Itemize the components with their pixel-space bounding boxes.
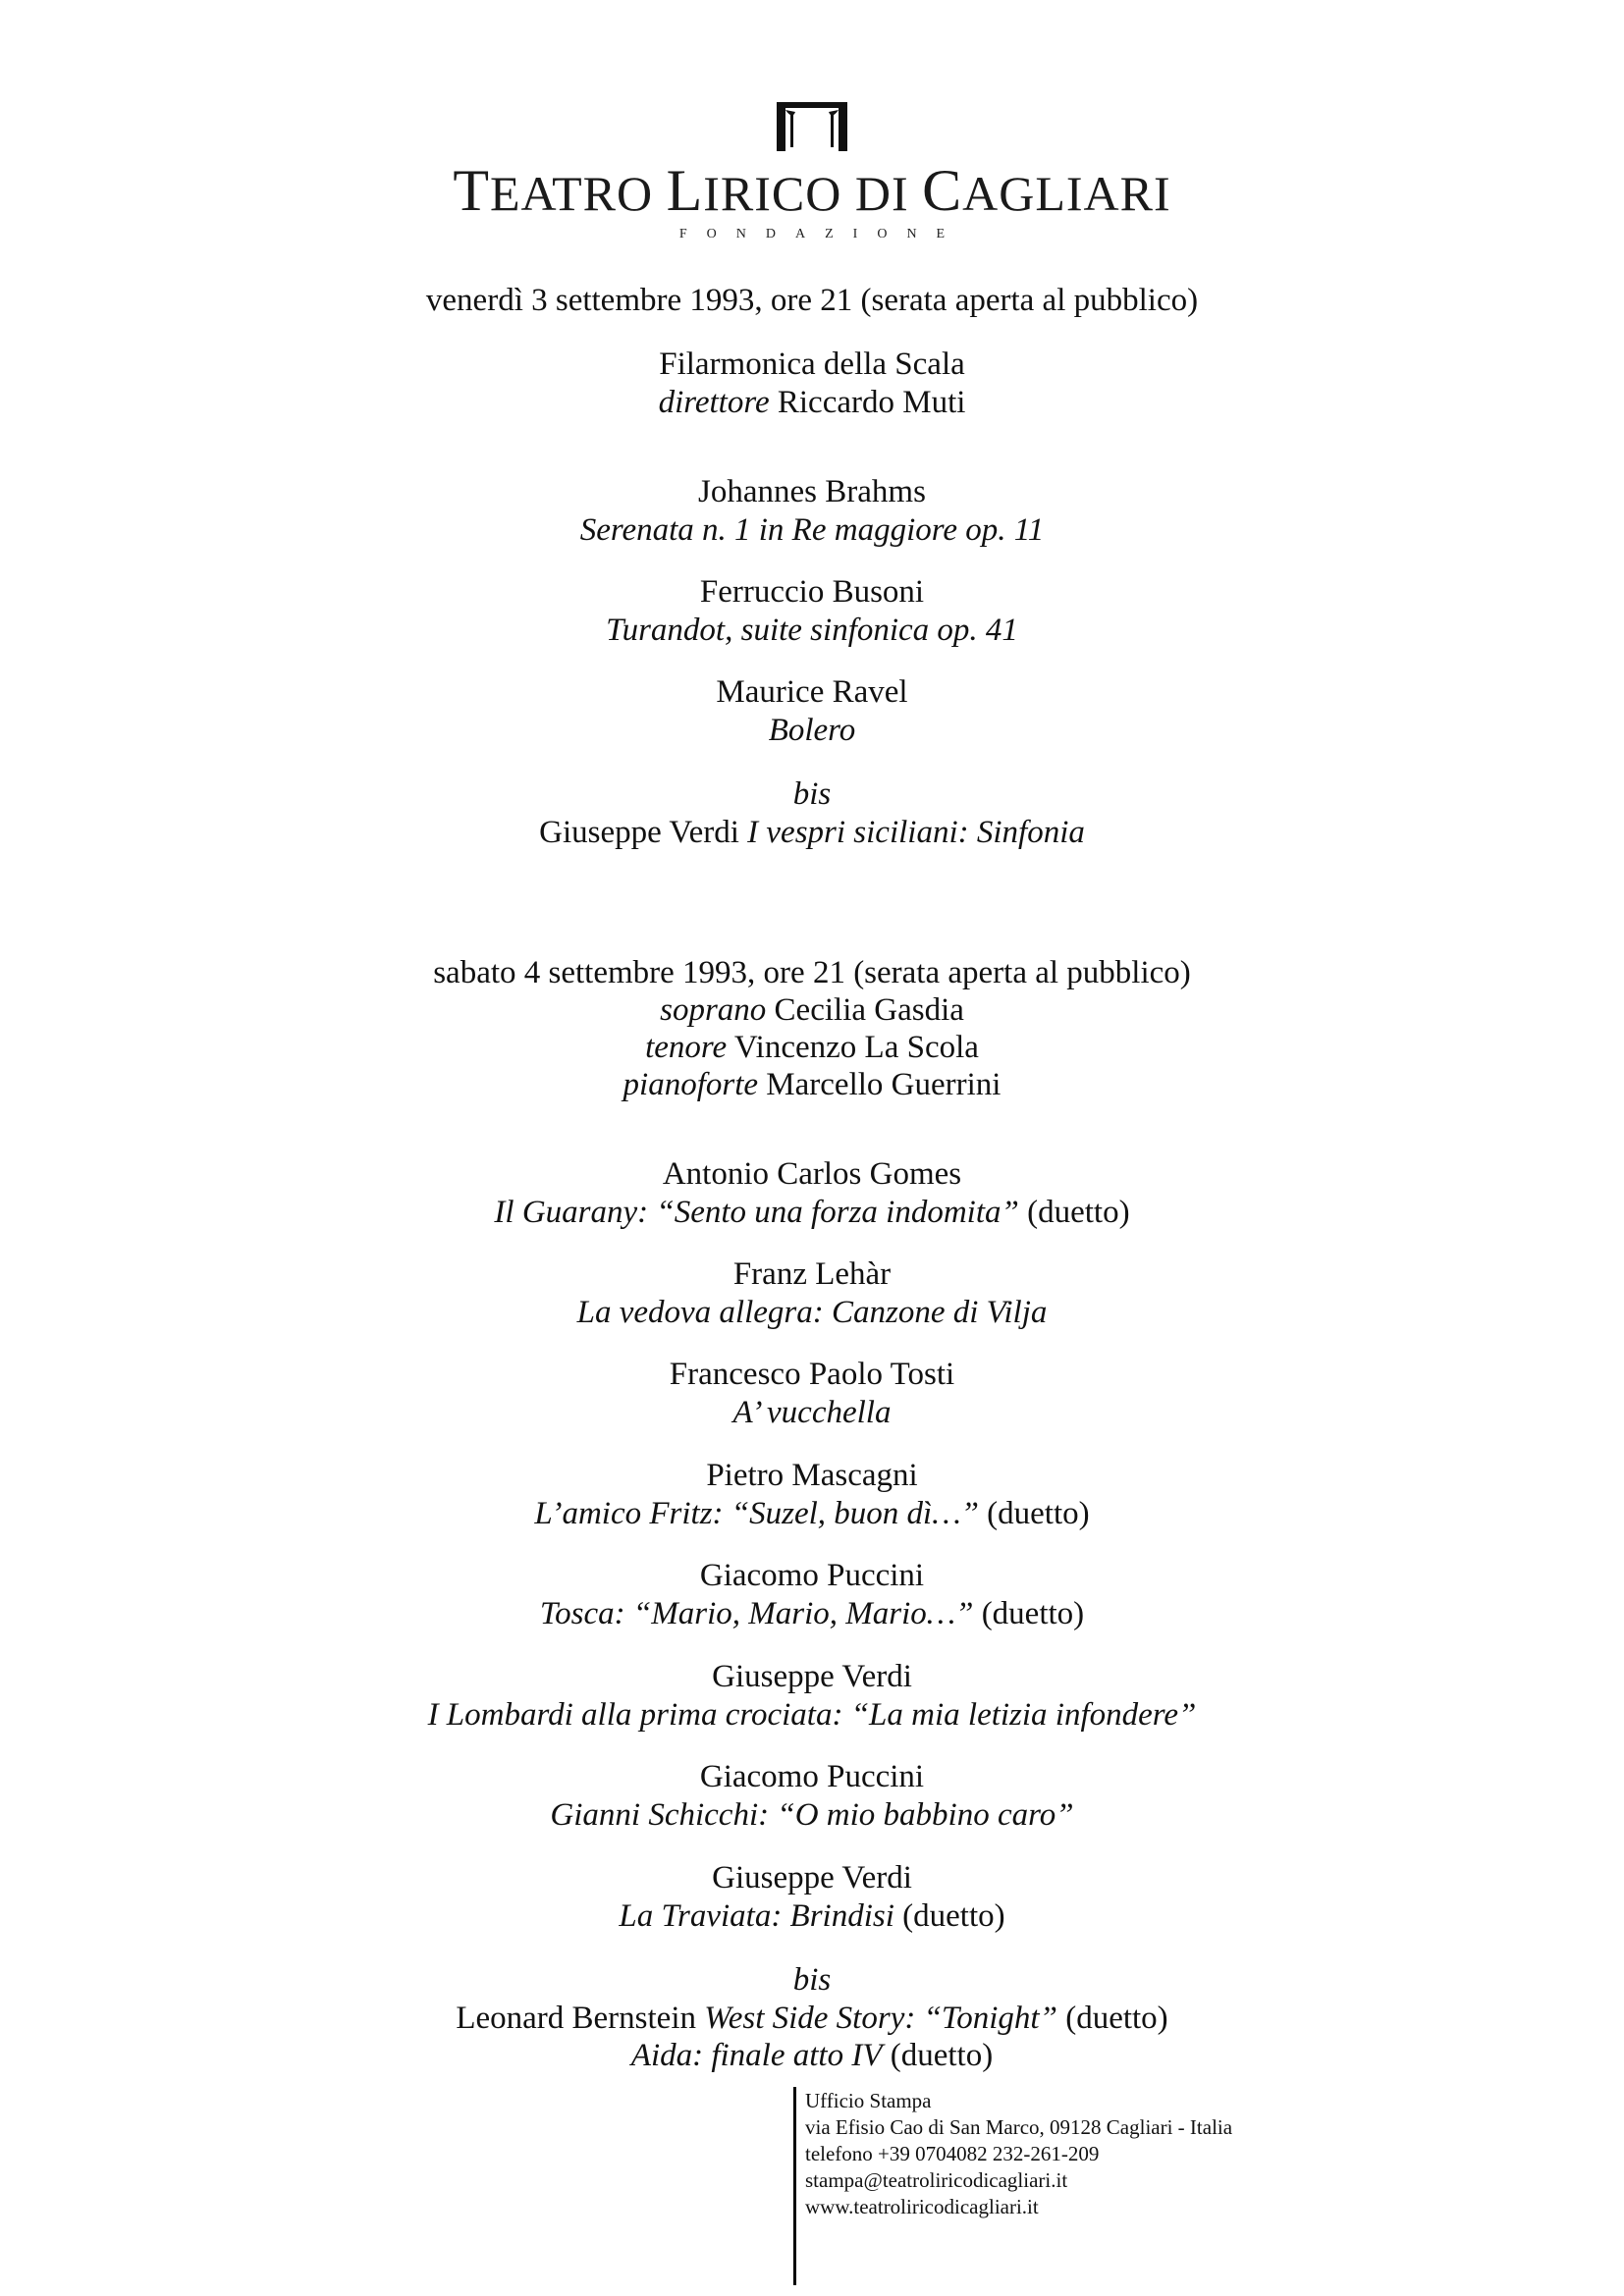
piece-work: La Traviata: Brindisi (duetto) bbox=[619, 1898, 1005, 1934]
piece-composer: Franz Lehàr bbox=[732, 1256, 892, 1292]
piece-work: L’amico Fritz: “Suzel, buon dì…” (duetto) bbox=[534, 1496, 1090, 1531]
piece-work: A’ vucchella bbox=[732, 1395, 892, 1430]
concert1-conductor: direttore Riccardo Muti bbox=[658, 385, 966, 420]
website-link[interactable]: www.teatroliricodicagliari.it bbox=[805, 2195, 1039, 2218]
piece-composer: Giacomo Puccini bbox=[699, 1558, 925, 1593]
piece-composer: Giuseppe Verdi bbox=[712, 1659, 912, 1694]
piece-composer: Pietro Mascagni bbox=[706, 1458, 918, 1493]
stage-curtain-icon bbox=[763, 98, 861, 153]
press-office-contacts bbox=[805, 2088, 1232, 2220]
concert1-ensemble: Filarmonica della Scala bbox=[659, 347, 965, 382]
phone: telefono +39 0704082 232-261-209 bbox=[805, 2142, 1100, 2165]
piece-work: Tosca: “Mario, Mario, Mario…” (duetto) bbox=[539, 1596, 1085, 1631]
address: via Efisio Cao di San Marco, 09128 Cagliari - Italia bbox=[805, 2115, 1233, 2139]
piece-composer: Giuseppe Verdi bbox=[712, 1860, 912, 1896]
performer: pianoforte Marcello Guerrini bbox=[623, 1067, 1001, 1102]
concert2-date: sabato 4 settembre 1993, ore 21 (serata aperta al pubblico) bbox=[433, 955, 1191, 990]
footer-divider bbox=[793, 2087, 796, 2285]
piece-work: Gianni Schicchi: “O mio babbino caro” bbox=[550, 1797, 1074, 1833]
piece-composer: Francesco Paolo Tosti bbox=[669, 1357, 955, 1392]
theatre-name: TEATRO LIRICO DI CAGLIARI bbox=[453, 158, 1171, 223]
piece-work: Bolero bbox=[768, 713, 856, 748]
piece-composer: Giacomo Puccini bbox=[699, 1759, 925, 1794]
piece-work: La vedova allegra: Canzone di Vilja bbox=[576, 1295, 1048, 1330]
piece-work: Il Guarany: “Sento una forza indomita” (duetto) bbox=[494, 1195, 1130, 1230]
performer: soprano Cecilia Gasdia bbox=[660, 992, 964, 1028]
bis-piece: Aida: finale atto IV (duetto) bbox=[630, 2038, 994, 2073]
piece-composer: Johannes Brahms bbox=[698, 474, 926, 509]
piece-work: Turandot, suite sinfonica op. 41 bbox=[606, 613, 1018, 648]
bis-piece: Leonard Bernstein West Side Story: “Tonight” (duetto) bbox=[456, 2001, 1168, 2036]
piece-composer: Ferruccio Busoni bbox=[699, 574, 925, 610]
piece-work: I Lombardi alla prima crociata: “La mia letizia infondere” bbox=[427, 1697, 1197, 1733]
bis-piece: Giuseppe Verdi I vespri siciliani: Sinfonia bbox=[539, 815, 1085, 850]
piece-composer: Maurice Ravel bbox=[716, 674, 908, 710]
theatre-subtitle: FONDAZIONE bbox=[678, 227, 965, 241]
theatre-logo bbox=[0, 98, 1624, 242]
concert1-date: venerdì 3 settembre 1993, ore 21 (serata aperta al pubblico) bbox=[425, 283, 1199, 318]
bis-label: bis bbox=[792, 776, 832, 812]
piece-composer: Antonio Carlos Gomes bbox=[662, 1156, 962, 1192]
bis-label: bis bbox=[792, 1962, 832, 1998]
email-link[interactable]: stampa@teatroliricodicagliari.it bbox=[805, 2168, 1068, 2192]
performer: tenore Vincenzo La Scola bbox=[645, 1030, 979, 1065]
piece-work: Serenata n. 1 in Re maggiore op. 11 bbox=[579, 512, 1045, 548]
press-office-label: Ufficio Stampa bbox=[805, 2089, 932, 2112]
